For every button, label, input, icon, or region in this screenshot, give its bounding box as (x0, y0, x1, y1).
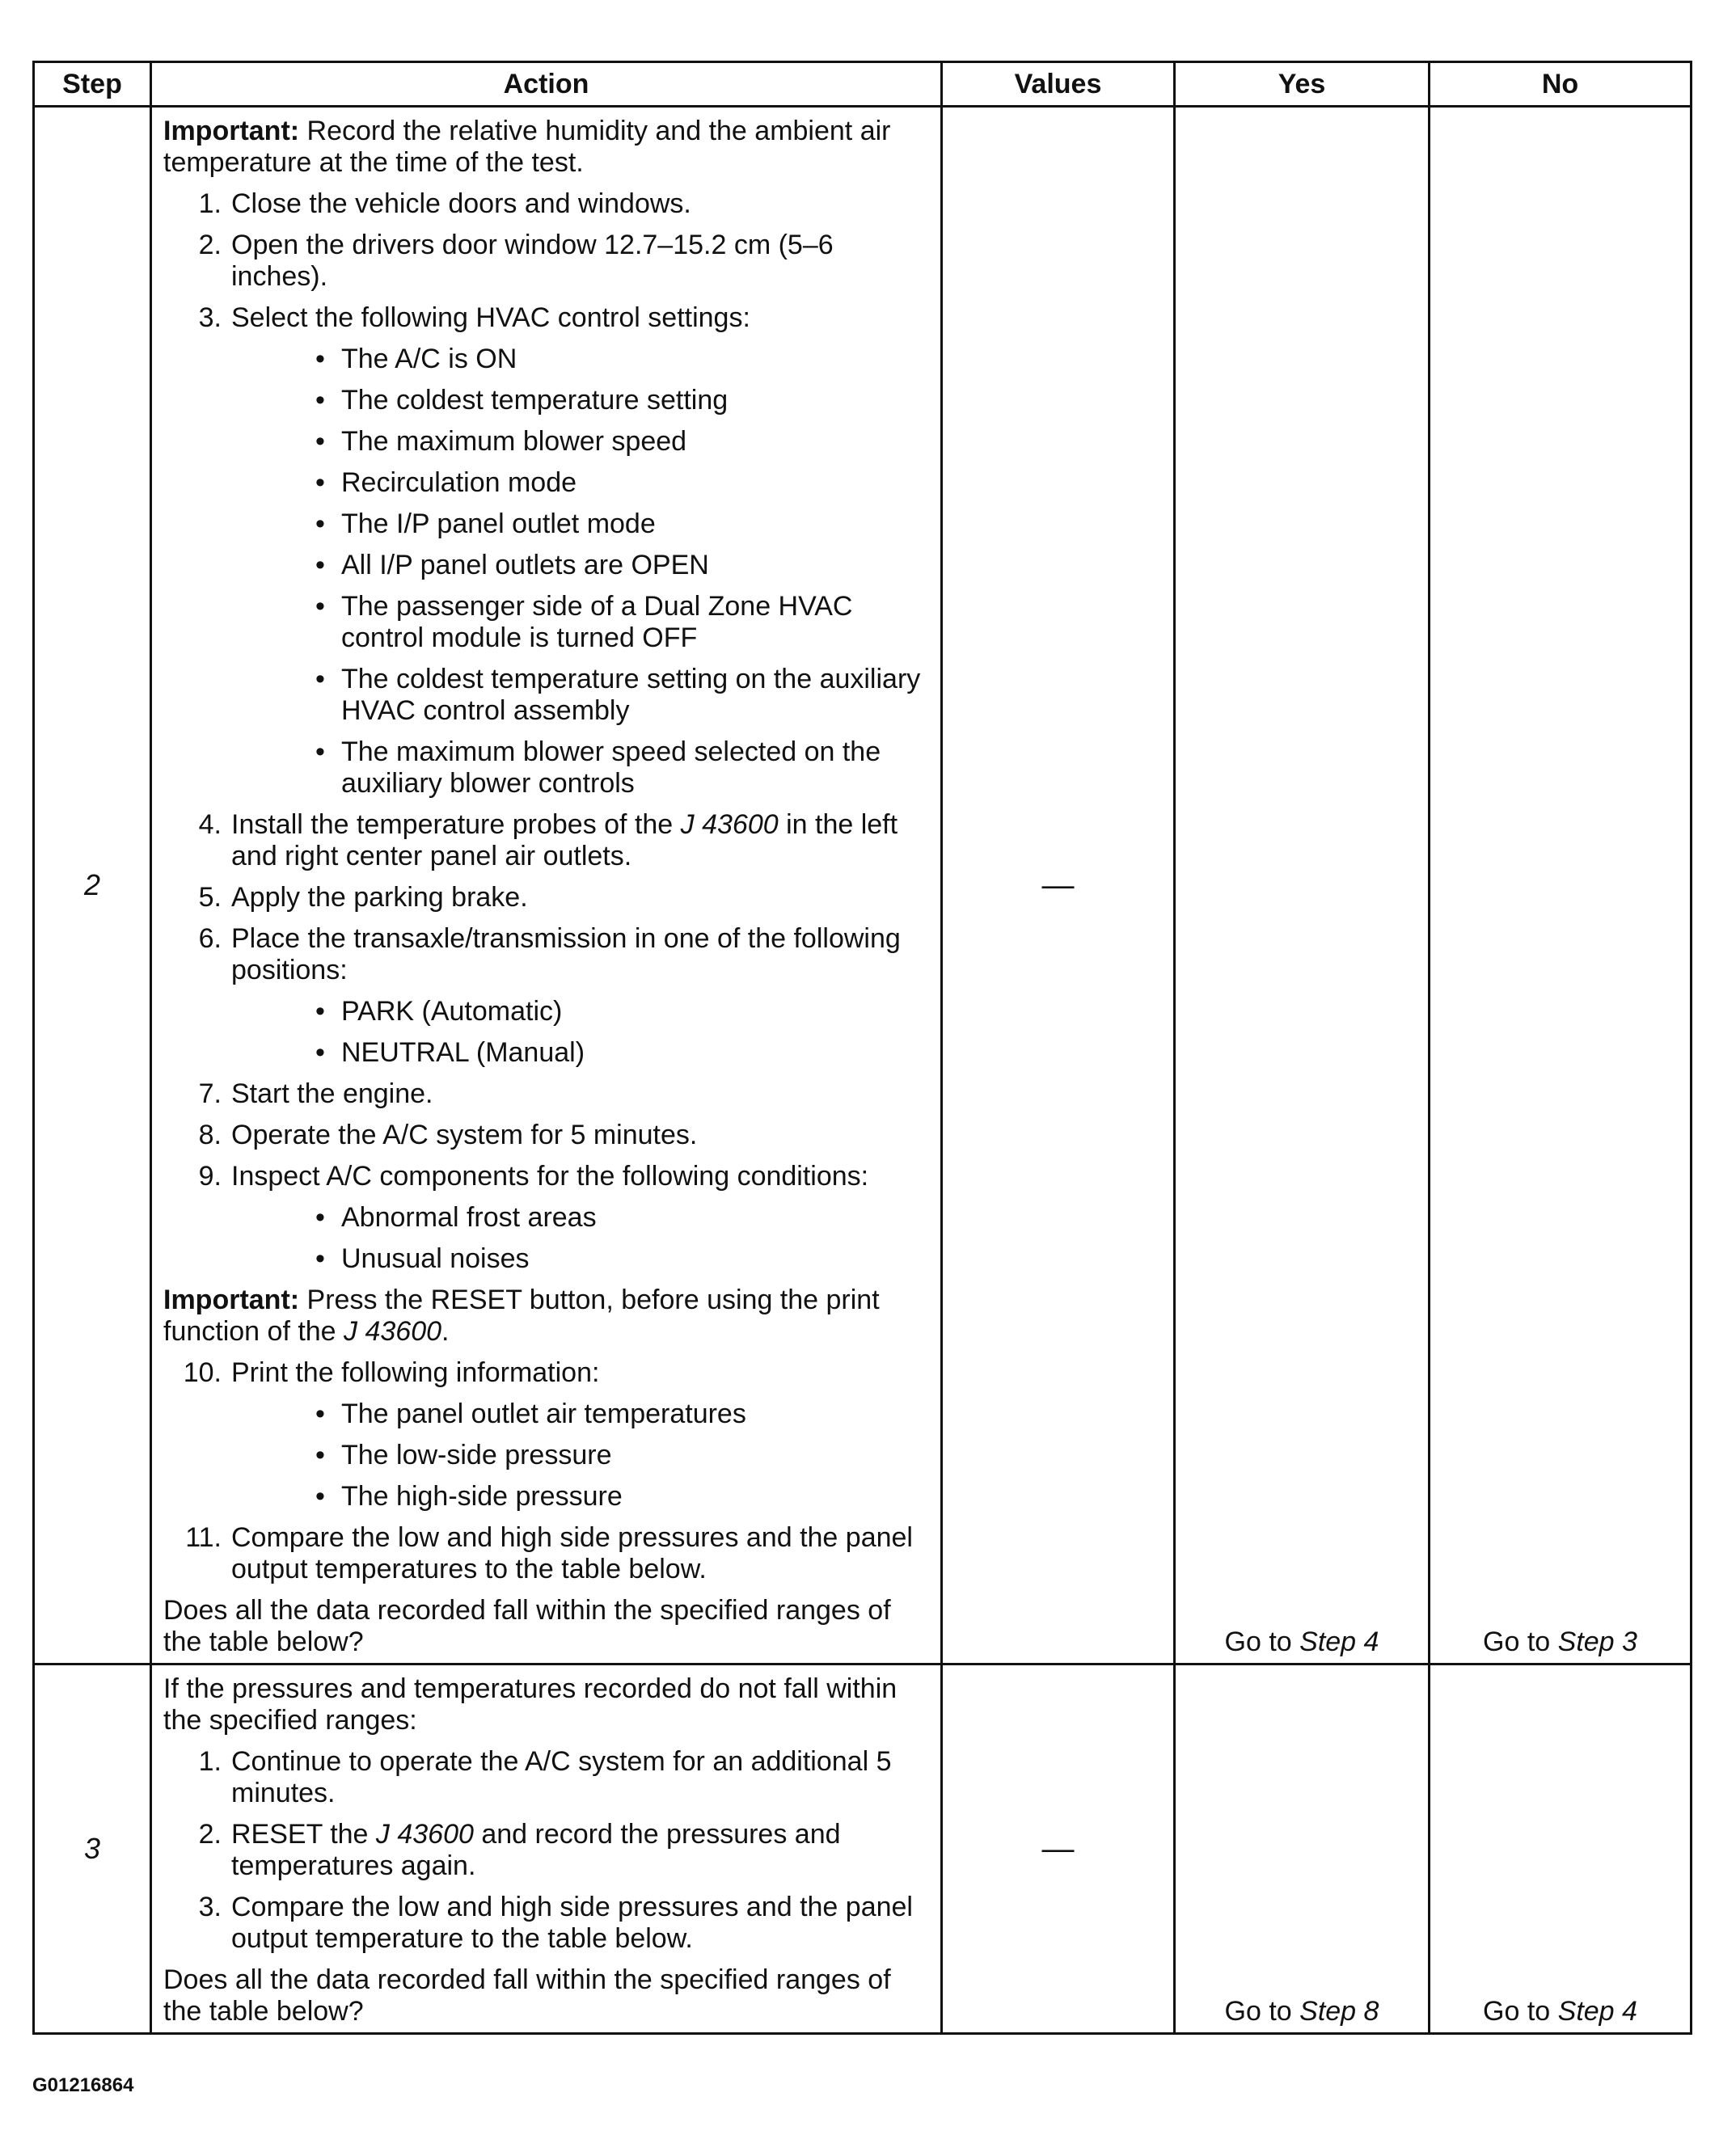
bullet-item: • The A/C is ON (315, 344, 517, 374)
bullet-item: • The coldest temperature setting on the auxiliary HVAC control assembly (315, 664, 921, 726)
list-item (163, 1522, 931, 1585)
bullet-item: • PARK (Automatic) (315, 996, 563, 1027)
list-item (163, 809, 931, 872)
list-item (163, 1120, 931, 1151)
bullet-text: The I/P panel outlet mode (341, 508, 656, 539)
item-number: 3. (198, 1892, 222, 1922)
important-text: Record the relative humidity and the ambient air temperature at the time of the test. (163, 116, 891, 178)
no-prefix: Go to (1483, 1996, 1558, 2027)
item-text: Select the following HVAC control settings: (231, 302, 750, 333)
item-number: 2. (198, 230, 222, 260)
bullet-item: • Unusual noises (315, 1243, 530, 1274)
values-cell: — (942, 1664, 1175, 2034)
header-step: Step (34, 62, 151, 107)
no-step-link[interactable]: Step 4 (1557, 1996, 1637, 2027)
item-text: Install the temperature probes of the (231, 809, 681, 840)
bullet-text: PARK (Automatic) (341, 996, 563, 1027)
bullet-text: The passenger side of a Dual Zone HVAC control module is turned OFF (341, 591, 853, 653)
list-item (163, 1078, 931, 1110)
item-text-cont: in the left and right center panel air outlets. (231, 809, 898, 871)
item-text: Print the following information: (231, 1357, 600, 1388)
important-note (163, 1285, 931, 1348)
item-number: 9. (198, 1161, 222, 1192)
diagnostic-table (32, 61, 1692, 2035)
tool-reference: J 43600 (680, 809, 779, 840)
item-text: Close the vehicle doors and windows. (231, 188, 691, 219)
intro-text: If the pressures and temperatures recorded do not fall within the specified ranges: (163, 1673, 898, 1736)
yes-cell (1175, 107, 1430, 1664)
decision-question: Does all the data recorded fall within the specified ranges of the table below? (163, 1595, 891, 1657)
item-text: Place the transaxle/transmission in one of the following positions: (231, 923, 901, 985)
bullet-text: All I/P panel outlets are OPEN (341, 550, 709, 580)
list-item (163, 188, 931, 220)
bullet-item: • The coldest temperature setting (315, 385, 729, 416)
step-number: 3 (34, 1664, 151, 2034)
important-label: Important: (163, 1285, 300, 1315)
list-item (163, 923, 931, 1069)
item-number: 7. (198, 1078, 222, 1109)
bullet-text: Recirculation mode (341, 467, 577, 498)
no-cell (1430, 1664, 1692, 2034)
action-list (163, 188, 931, 1275)
table-row-step-3 (34, 1664, 1692, 2034)
header-values: Values (942, 62, 1175, 107)
action-cell (151, 1664, 942, 2034)
list-item (163, 1161, 931, 1275)
header-row (34, 62, 1692, 107)
bullet-item: • The low-side pressure (315, 1440, 612, 1470)
item-text: Compare the low and high side pressures and the panel output temperature to the table below. (231, 1892, 913, 1954)
item-text: RESET the (231, 1819, 376, 1850)
bullet-item: • The maximum blower speed selected on the auxiliary blower controls (315, 736, 881, 799)
no-cell (1430, 107, 1692, 1664)
yes-cell (1175, 1664, 1430, 2034)
item-text: Inspect A/C components for the following conditions: (231, 1161, 869, 1192)
important-note (163, 116, 931, 179)
list-item (163, 1892, 931, 1955)
bullet-text: The coldest temperature setting (341, 385, 729, 416)
item-text: Continue to operate the A/C system for an additional 5 minutes. (231, 1746, 892, 1808)
tool-reference: J 43600 (375, 1819, 474, 1850)
yes-step-link[interactable]: Step 8 (1299, 1996, 1379, 2027)
item-text-cont: and record the pressures and temperatures again. (231, 1819, 841, 1881)
item-number: 2. (198, 1819, 222, 1850)
bullet-text: Unusual noises (341, 1243, 530, 1274)
action-list (163, 1746, 931, 1955)
bullet-list (231, 996, 931, 1069)
bullet-item: • The high-side pressure (315, 1481, 623, 1512)
list-item (163, 882, 931, 913)
yes-step-link[interactable]: Step 4 (1299, 1626, 1379, 1657)
bullet-item: • The I/P panel outlet mode (315, 508, 656, 539)
yes-prefix: Go to (1224, 1996, 1300, 2027)
decision-question: Does all the data recorded fall within the specified ranges of the table below? (163, 1964, 891, 2027)
bullet-item: • The passenger side of a Dual Zone HVAC control module is turned OFF (315, 591, 853, 653)
item-text: Start the engine. (231, 1078, 433, 1109)
bullet-text: The maximum blower speed selected on the auxiliary blower controls (341, 736, 881, 799)
item-text: Open the drivers door window 12.7–15.2 cm (5–6 inches). (231, 230, 834, 292)
important-text: Press the RESET button, before using the print function of the (163, 1285, 880, 1347)
item-number: 4. (198, 809, 222, 840)
list-item (163, 1357, 931, 1513)
bullet-text: The maximum blower speed (341, 426, 687, 457)
bullet-text: The high-side pressure (341, 1481, 623, 1512)
bullet-text: The panel outlet air temperatures (341, 1399, 746, 1429)
bullet-text: The low-side pressure (341, 1440, 612, 1470)
bullet-list (231, 344, 931, 800)
list-item (163, 1819, 931, 1882)
header-no: No (1430, 62, 1692, 107)
bullet-item: • The panel outlet air temperatures (315, 1399, 746, 1429)
item-number: 1. (198, 188, 222, 219)
no-step-link[interactable]: Step 3 (1557, 1626, 1637, 1657)
bullet-list (231, 1399, 931, 1513)
list-item (163, 1746, 931, 1809)
tool-reference: J 43600 (344, 1316, 442, 1347)
list-item (163, 302, 931, 800)
item-text: Compare the low and high side pressures and the panel output temperatures to the table below. (231, 1522, 913, 1584)
item-number: 3. (198, 302, 222, 333)
bullet-item: • Abnormal frost areas (315, 1202, 597, 1233)
step-number: 2 (34, 107, 151, 1664)
item-number: 5. (198, 882, 222, 913)
header-action: Action (151, 62, 942, 107)
item-number: 10. (183, 1357, 222, 1388)
bullet-text: The coldest temperature setting on the auxiliary HVAC control assembly (341, 664, 921, 726)
list-item (163, 230, 931, 293)
yes-prefix: Go to (1224, 1626, 1300, 1657)
bullet-text: Abnormal frost areas (341, 1202, 597, 1233)
bullet-item: • The maximum blower speed (315, 426, 687, 457)
action-list (163, 1357, 931, 1585)
bullet-text: NEUTRAL (Manual) (341, 1037, 585, 1068)
values-cell: — (942, 107, 1175, 1664)
item-text: Apply the parking brake. (231, 882, 528, 913)
bullet-item: • All I/P panel outlets are OPEN (315, 550, 709, 580)
item-number: 11. (185, 1522, 222, 1553)
item-number: 1. (198, 1746, 222, 1777)
item-text: Operate the A/C system for 5 minutes. (231, 1120, 698, 1150)
figure-code: G01216864 (32, 2074, 134, 2096)
no-prefix: Go to (1483, 1626, 1558, 1657)
action-cell (151, 107, 942, 1664)
bullet-item: • NEUTRAL (Manual) (315, 1037, 585, 1068)
bullet-item: • Recirculation mode (315, 467, 577, 498)
item-number: 8. (198, 1120, 222, 1150)
table-row-step-2 (34, 107, 1692, 1664)
bullet-list (231, 1202, 931, 1275)
bullet-text: The A/C is ON (341, 344, 517, 374)
header-yes: Yes (1175, 62, 1430, 107)
item-number: 6. (198, 923, 222, 954)
important-label: Important: (163, 116, 300, 146)
important-text-end: . (441, 1316, 450, 1347)
